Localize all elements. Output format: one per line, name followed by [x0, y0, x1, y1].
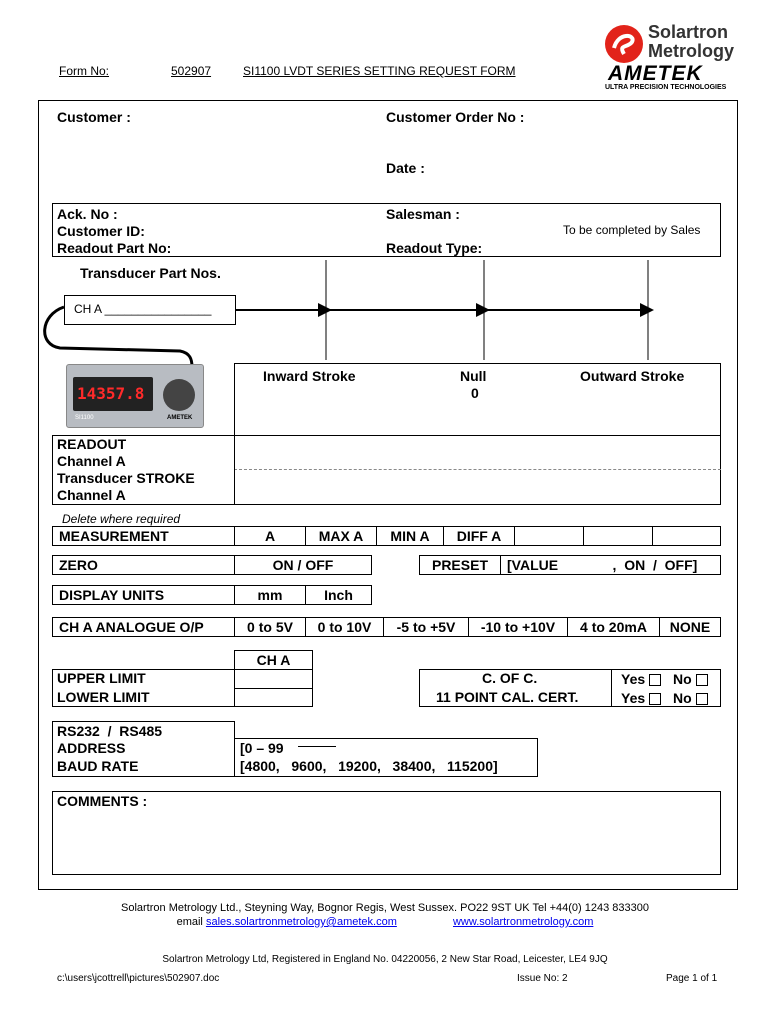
form-title: SI1100 LVDT SERIES SETTING REQUEST FORM — [243, 64, 516, 78]
stroke-table-divider — [234, 435, 721, 436]
analogue-label: CH A ANALOGUE O/P — [52, 617, 235, 637]
address-value[interactable]: [0 – 99 — [240, 740, 284, 756]
cofc-label: C. OF C. — [482, 670, 538, 686]
zero-options[interactable]: ON / OFF — [234, 555, 372, 575]
analogue-4-20ma[interactable]: 4 to 20mA — [567, 617, 660, 637]
form-no: 502907 — [171, 64, 212, 78]
readout-type-label: Readout Type: — [386, 240, 483, 256]
logo-line1: Solartron — [648, 22, 729, 42]
address-blank-line — [298, 746, 336, 747]
device-display-value: 14357.8 — [77, 384, 145, 403]
footer-email-link[interactable]: sales.solartronmetrology@ametek.com — [205, 916, 397, 928]
transducer-part-nos-label: Transducer Part Nos. — [80, 265, 221, 281]
stroke-table-dashed — [234, 469, 721, 470]
sales-note: To be completed by Sales — [563, 223, 701, 237]
cofc-no[interactable] — [673, 671, 708, 687]
customer-id-label: Customer ID: — [57, 223, 145, 239]
footer-website-link[interactable]: www.solartronmetrology.com — [452, 916, 594, 928]
measurement-option-min-a[interactable]: MIN A — [376, 526, 444, 546]
date-label: Date : — [386, 160, 425, 176]
device-keypad — [163, 379, 195, 411]
solartron-logo — [604, 22, 744, 66]
form-header — [0, 0, 770, 100]
unit-mm[interactable]: mm — [234, 585, 306, 605]
unit-inch[interactable]: Inch — [305, 585, 372, 605]
cal-yes-checkbox[interactable] — [649, 693, 661, 705]
readout-part-label: Readout Part No: — [57, 240, 172, 256]
analogue-0-10v[interactable]: 0 to 10V — [305, 617, 384, 637]
footer-path: c:\users\jcottrell\pictures\502907.doc — [57, 973, 220, 984]
ack-no-label: Ack. No : — [57, 206, 118, 222]
footer-contact — [0, 916, 770, 928]
inward-stroke-label: Inward Stroke — [263, 368, 356, 384]
measurement-option-diff-a[interactable]: DIFF A — [443, 526, 515, 546]
footer-page: Page 1 of 1 — [666, 973, 718, 984]
ametek-subtitle: ULTRA PRECISION TECHNOLOGIES — [605, 84, 727, 91]
analogue-pm5v[interactable]: -5 to +5V — [383, 617, 469, 637]
measurement-option-max-a[interactable]: MAX A — [305, 526, 377, 546]
analogue-pm10v[interactable]: -10 to +10V — [468, 617, 568, 637]
cofc-no-checkbox[interactable] — [696, 674, 708, 686]
cal-cert-label: 11 POINT CAL. CERT. — [436, 689, 579, 705]
cofc-yes-checkbox[interactable] — [649, 674, 661, 686]
analogue-0-5v[interactable]: 0 to 5V — [234, 617, 306, 637]
footer-email-prefix: email — [176, 916, 203, 928]
readout-channel-a: Channel A — [57, 453, 126, 469]
limits-divider — [234, 688, 313, 689]
device-display — [73, 377, 153, 411]
cofc-yes-label: Yes — [621, 671, 646, 687]
comments-label: COMMENTS : — [57, 793, 148, 809]
address-label: ADDRESS — [57, 740, 126, 756]
measurement-label: MEASUREMENT — [52, 526, 235, 546]
transducer-stroke-label: Transducer STROKE — [57, 470, 195, 486]
customer-order-label: Customer Order No : — [386, 109, 525, 125]
cert-divider-v — [611, 669, 612, 707]
customer-label: Customer : — [57, 109, 131, 125]
zero-label: ZERO — [52, 555, 235, 575]
measurement-blank-2 — [583, 526, 653, 546]
footer-address: Solartron Metrology Ltd., Steyning Way, Bognor Regis, West Sussex. PO22 9ST UK Tel +44(0) 1243 833300 — [121, 902, 649, 914]
footer-issue: Issue No: 2 — [517, 973, 568, 984]
null-value: 0 — [471, 385, 479, 401]
preset-value[interactable]: [VALUE , ON / OFF] — [500, 555, 721, 575]
solartron-swirl-icon — [604, 24, 644, 64]
upper-limit-label: UPPER LIMIT — [57, 670, 146, 686]
null-label: Null — [460, 368, 487, 384]
delete-note: Delete where required — [62, 512, 181, 526]
comments-box[interactable] — [52, 791, 721, 875]
cal-no-label: No — [673, 690, 692, 706]
measurement-blank-3 — [652, 526, 721, 546]
cofc-no-label: No — [673, 671, 692, 687]
logo-line2: Metrology — [648, 41, 735, 61]
baud-label: BAUD RATE — [57, 758, 139, 774]
measurement-blank-1 — [514, 526, 584, 546]
cal-yes[interactable] — [621, 690, 661, 706]
measurement-option-a[interactable]: A — [234, 526, 306, 546]
limits-ch-a-header: CH A — [234, 650, 313, 670]
cofc-yes[interactable] — [621, 671, 661, 687]
ametek-logo: AMETEK — [608, 62, 703, 85]
display-units-label: DISPLAY UNITS — [52, 585, 235, 605]
device-brand: AMETEK — [167, 415, 193, 421]
stroke-arrow-diagram — [0, 255, 770, 370]
outward-stroke-label: Outward Stroke — [580, 368, 685, 384]
si1100-readout-device — [66, 364, 204, 428]
device-model: SI1100 — [75, 415, 94, 421]
cal-no-checkbox[interactable] — [696, 693, 708, 705]
transducer-channel-a: Channel A — [57, 487, 126, 503]
baud-value[interactable]: [4800, 9600, 19200, 38400, 115200] — [240, 758, 498, 774]
ch-a-label: CH A ________________ — [74, 302, 212, 316]
preset-label: PRESET — [419, 555, 501, 575]
readout-label: READOUT — [57, 436, 127, 452]
form-no-label: Form No: — [59, 64, 110, 78]
rs-label: RS232 / RS485 — [57, 723, 163, 739]
footer-registered: Solartron Metrology Ltd, Registered in England No. 04220056, 2 New Star Road, Leicester, LE4 9JQ — [162, 954, 608, 965]
cal-yes-label: Yes — [621, 690, 646, 706]
lower-limit-label: LOWER LIMIT — [57, 689, 150, 705]
salesman-label: Salesman : — [386, 206, 460, 222]
cal-no[interactable] — [673, 690, 708, 706]
analogue-none[interactable]: NONE — [659, 617, 721, 637]
